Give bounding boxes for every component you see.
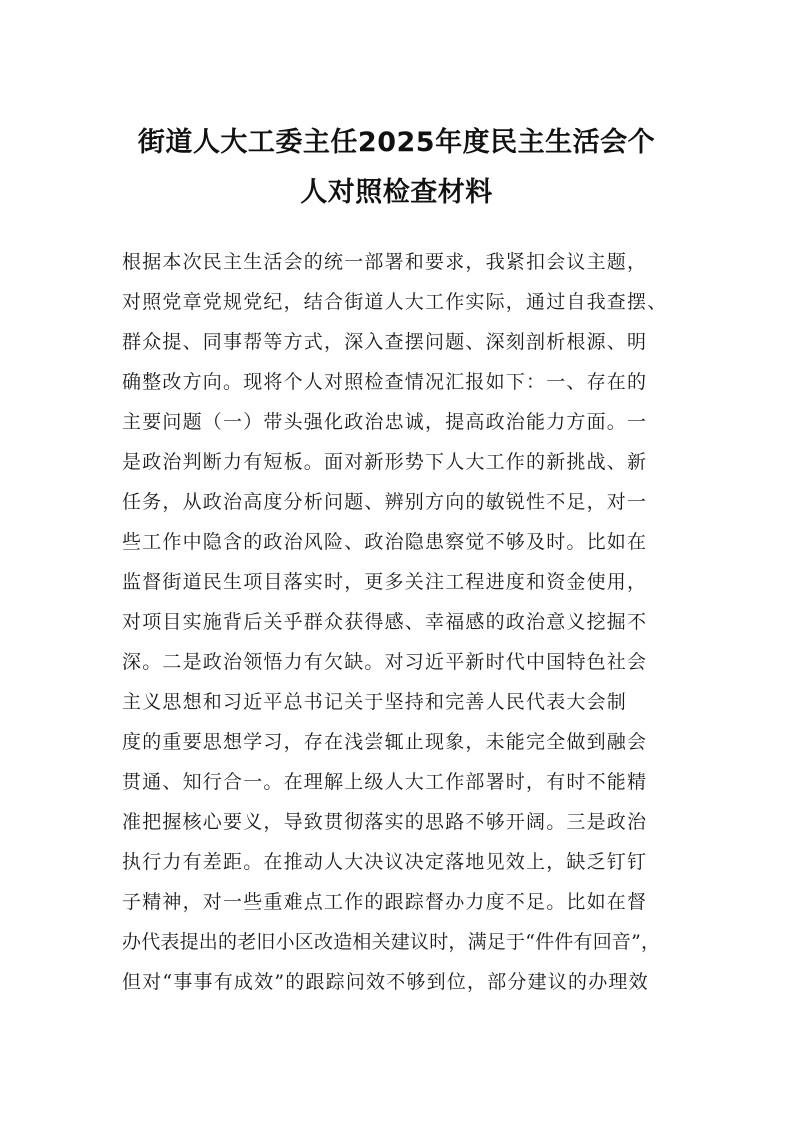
- body-line: 是政治判断力有短板。面对新形势下人大工作的新挑战、新: [122, 451, 648, 473]
- body-line: 准把握核心要义，导致贯彻落实的思路不够开阔。三是政治: [122, 811, 648, 833]
- document-title-line-2: 人对照检查材料: [300, 177, 493, 208]
- body-line: 确整改方向。现将个人对照检查情况汇报如下：一、存在的: [122, 371, 648, 393]
- body-line: 任务，从政治高度分析问题、辨别方向的敏锐性不足，对一: [122, 491, 648, 513]
- body-line: 主要问题（一）带头强化政治忠诚，提高政治能力方面。一: [122, 411, 648, 433]
- body-line: 群众提、同事帮等方式，深入查摆问题、深刻剖析根源、明: [122, 331, 648, 353]
- body-line: 执行力有差距。在推动人大决议决定落地见效上，缺乏钉钉: [122, 851, 648, 873]
- body-line: 根据本次民主生活会的统一部署和要求，我紧扣会议主题，: [122, 251, 648, 273]
- body-line: 贯通、知行合一。在理解上级人大工作部署时，有时不能精: [122, 771, 648, 793]
- body-line: 主义思想和习近平总书记关于坚持和完善人民代表大会制: [122, 691, 628, 713]
- body-line: 监督街道民生项目落实时，更多关注工程进度和资金使用，: [122, 571, 648, 593]
- body-line: 度的重要思想学习，存在浅尝辄止现象，未能完全做到融会: [122, 731, 648, 753]
- body-line: 对照党章党规党纪，结合街道人大工作实际，通过自我查摆、: [122, 291, 668, 313]
- body-line: 些工作中隐含的政治风险、政治隐患察觉不够及时。比如在: [122, 531, 648, 553]
- body-line: 深。二是政治领悟力有欠缺。对习近平新时代中国特色社会: [122, 651, 648, 673]
- body-line: 但对“事事有成效”的跟踪问效不够到位，部分建议的办理效: [122, 971, 649, 993]
- body-line: 子精神，对一些重难点工作的跟踪督办力度不足。比如在督: [122, 891, 648, 913]
- body-line: 办代表提出的老旧小区改造相关建议时，满足于“件件有回音”，: [122, 931, 661, 953]
- document-title-line-1: 街道人大工委主任2025年度民主生活会个: [137, 127, 656, 158]
- body-line: 对项目实施背后关乎群众获得感、幸福感的政治意义挖掘不: [122, 611, 648, 633]
